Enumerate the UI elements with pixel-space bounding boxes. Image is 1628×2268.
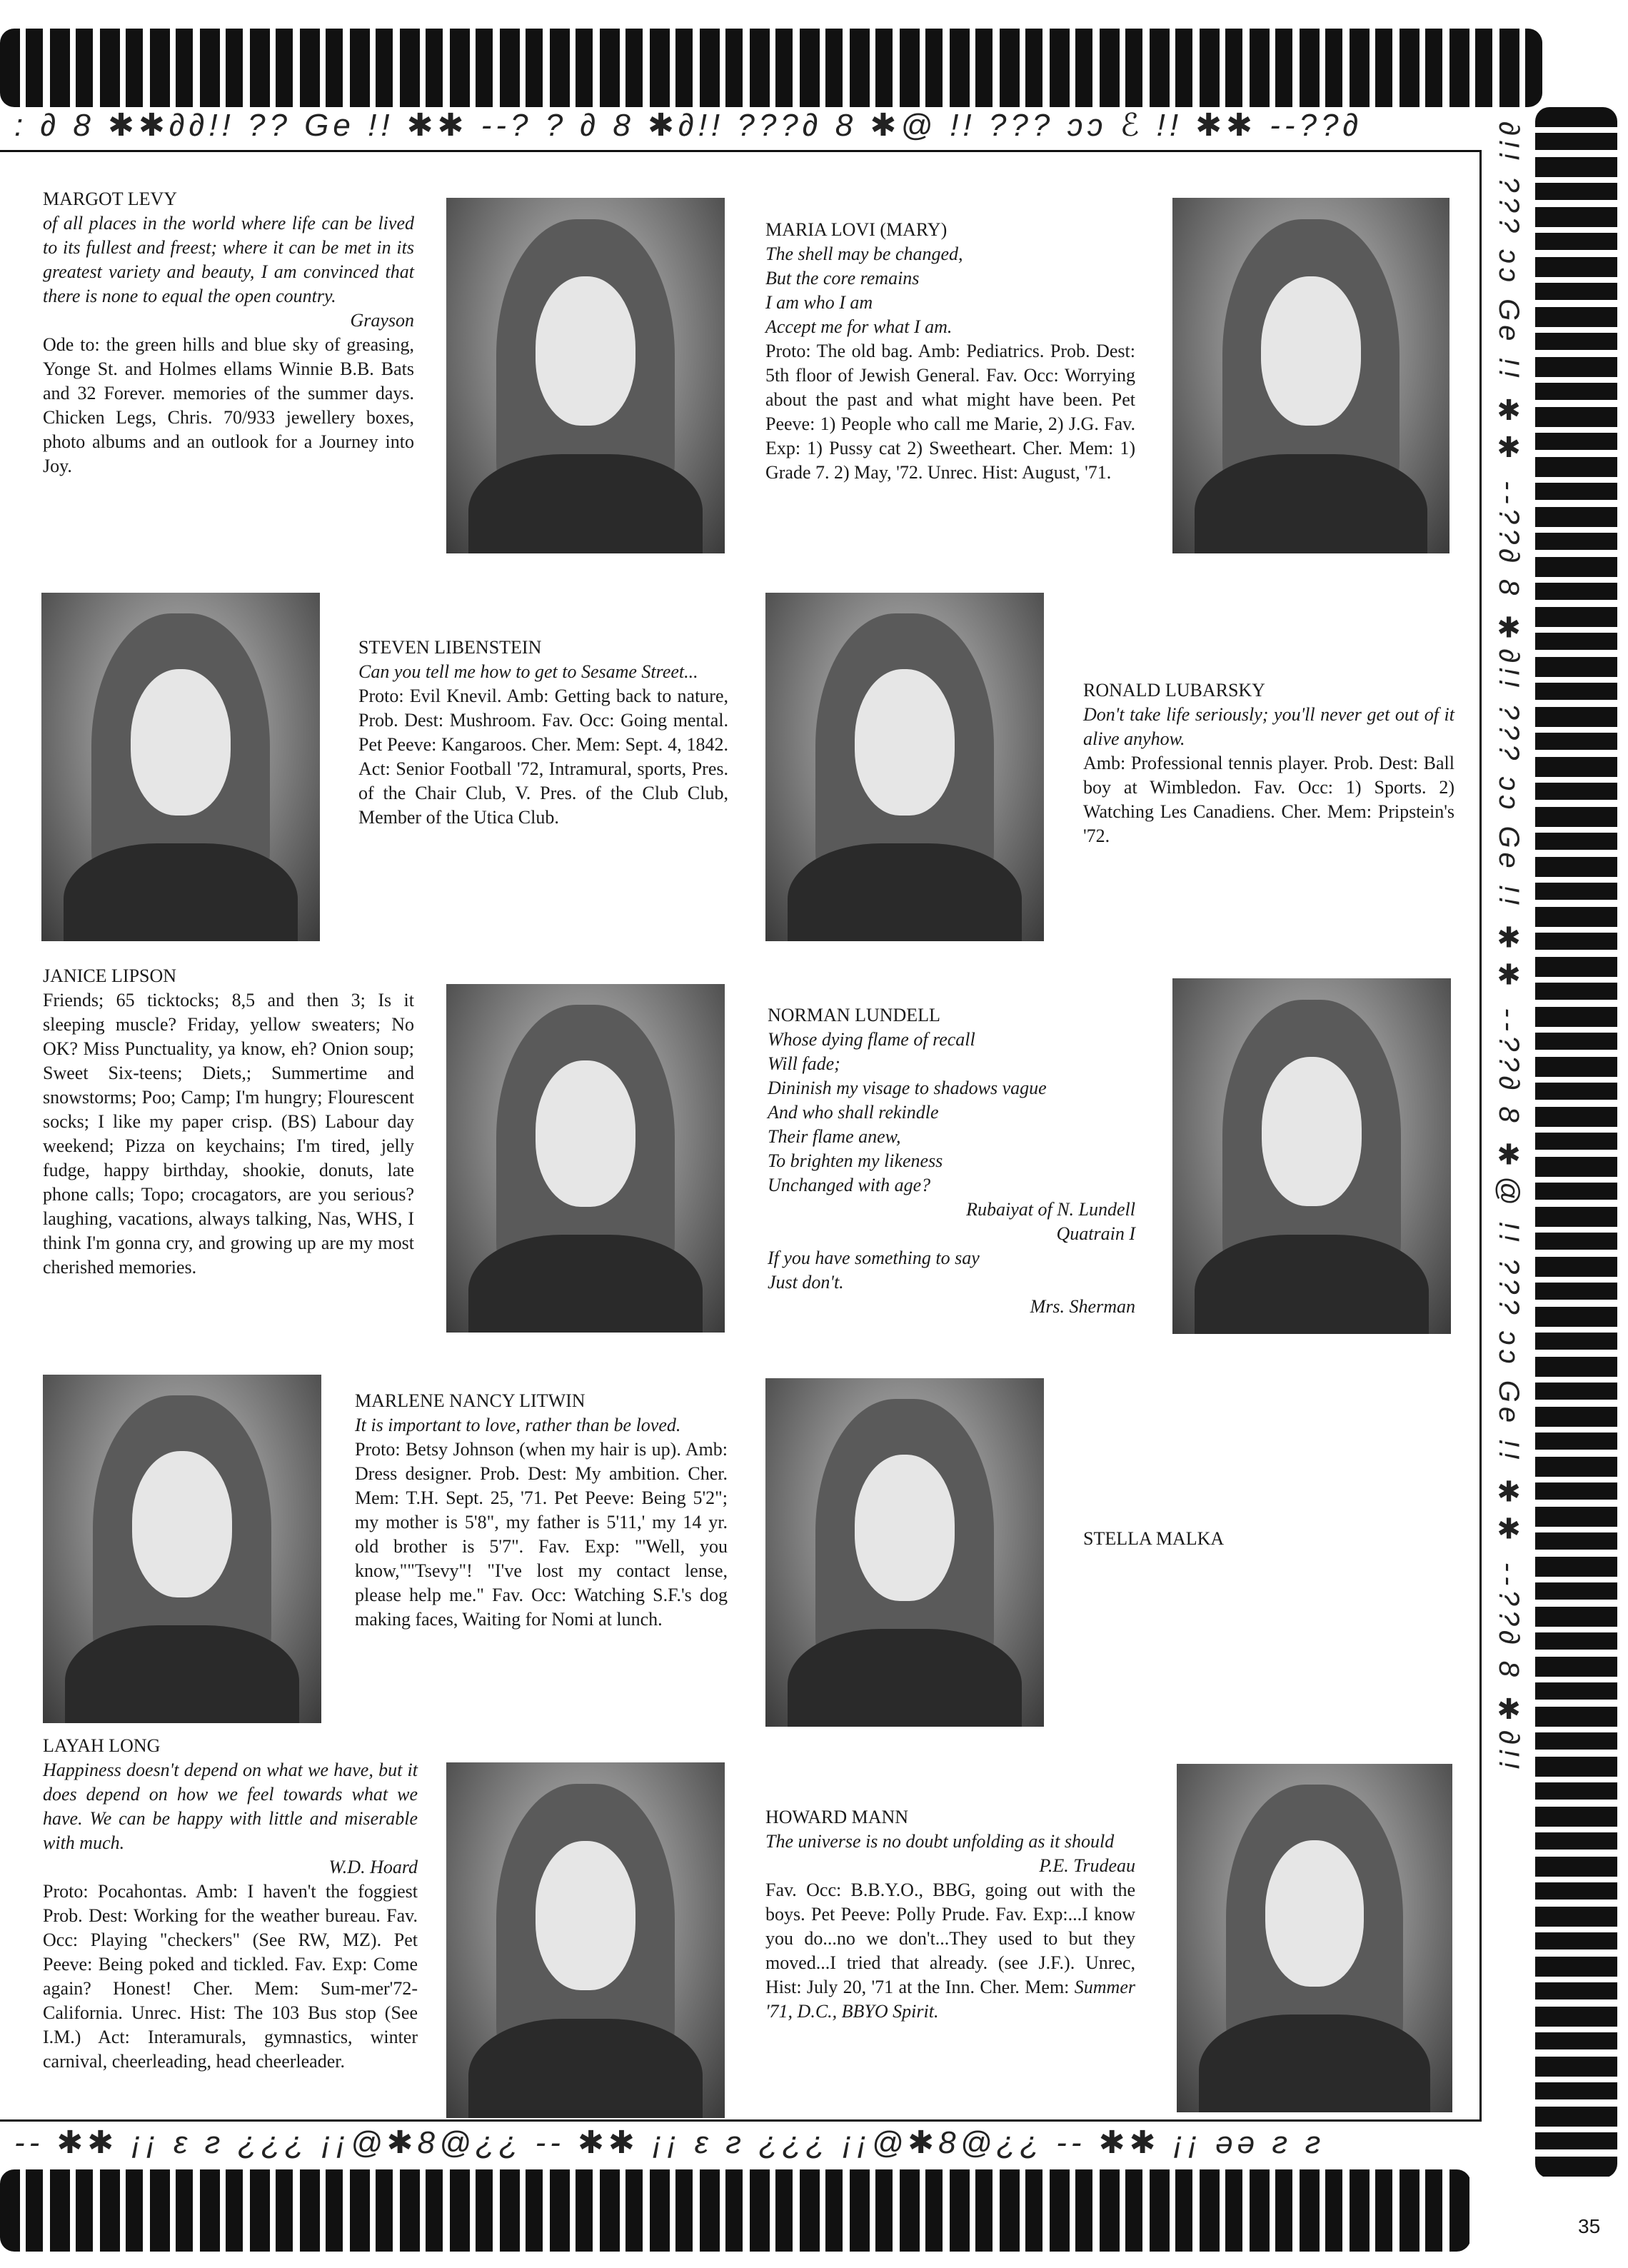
quote-attribution: P.E. Trudeau	[1039, 1855, 1135, 1876]
quote-line: To brighten my likeness	[768, 1150, 943, 1171]
quote-attribution: Rubaiyat of N. Lundell	[966, 1199, 1135, 1220]
student-name: MARGOT LEVY	[43, 189, 178, 209]
student-bio-italic: Summer '71, D.C., BBYO Spirit.	[765, 1977, 1135, 2022]
student-quote: of all places in the world where life can be lived to its fullest and freest; where it can be met in its greatest variety and beauty, I am convinced that there is none to equal the open country.	[43, 213, 414, 306]
student-name: MARLENE NANCY LITWIN	[355, 1390, 586, 1411]
student-name: HOWARD MANN	[765, 1807, 909, 1827]
student-bio: Ode to: the green hills and blue sky of greasing, Yonge St. and Holmes ellams Winnie B.B. Bats and 32 Forever. memories of the summer days. Chicken Legs, Chris. 70/933 jewellery boxes, photo albums and an outlook for a Journey into Joy.	[43, 334, 414, 476]
quote-line: Accept me for what I am.	[765, 316, 953, 337]
quote-line: But the core remains	[765, 268, 920, 288]
portrait-marlene-litwin	[43, 1375, 321, 1723]
student-bio: Proto: Pocahontas. Amb: I haven't the foggiest Prob. Dest: Working for the weather bureau. Fav. Occ: Playing "checkers" (See RW, MZ). Pet Peeve: Being poked and tickled. Fav. Exp: Come again? Honest! Cher. Mem: Sum-mer'72-California. Unrec. Hist: The 103 Bus stop (See I.M.) Act: Interamurals, gymnastics, winter carnival, cheerleading, head cheerleader.	[43, 1881, 418, 2072]
frame-line-bottom	[0, 2119, 1482, 2122]
bottom-decorative-border	[0, 2169, 1471, 2252]
student-bio: Friends; 65 ticktocks; 8,5 and then 3; Is it sleeping muscle? Friday, yellow sweaters; No OK? Miss Punctuality, ya know, eh? Onion soup; Sweet Six-teens; Diets,; Summertime and snowstorms; Poo; Camp; I'm hungry; Flourescent socks; I like my paper crisp. (BS) Labour day weekend; Pizza on keychains; I'm tired, jelly fudge, happy birthday, shookie, donuts, late phone calls; Topo; crocagators, are you serious? laughing, vacations, always talking, Nas, WHS, I think I'm gonna cry, and growing up are my most cherished memories.	[43, 990, 414, 1278]
quote-line: I am who I am	[765, 292, 873, 313]
quote-attribution: Grayson	[350, 310, 414, 331]
student-bio: Amb: Professional tennis player. Prob. Dest: Ball boy at Wimbledon. Fav. Occ: 1) Sports. 2) Watching Les Canadiens. Cher. Mem: Pripstein's '72.	[1083, 753, 1454, 846]
portrait-stella-malka	[765, 1378, 1044, 1727]
quote-attribution: Quatrain I	[1056, 1223, 1135, 1244]
quote-line: Will fade;	[768, 1053, 840, 1074]
student-name: RONALD LUBARSKY	[1083, 680, 1265, 701]
quote-line: Dininish my visage to shadows vague	[768, 1078, 1047, 1098]
portrait-janice-lipson	[446, 984, 725, 1333]
quote-line: The shell may be changed,	[765, 244, 963, 264]
quote-attribution: W.D. Hoard	[328, 1857, 418, 1877]
quote-line: Just don't.	[768, 1272, 844, 1293]
quote-line: And who shall rekindle	[768, 1102, 939, 1123]
right-doodle-text: ∂!! ??? ɔɔ Ge !! ✱✱ --??∂ 8 ✱∂!! ??? ɔɔ Ge !! ✱✱ --??∂ 8 ✱@ !! ??? ɔɔ Ge !! ✱✱ --??∂ 8 ✱∂!!	[1493, 121, 1524, 1774]
quote-line: Unchanged with age?	[768, 1175, 931, 1195]
student-quote: It is important to love, rather than be loved.	[355, 1415, 681, 1435]
student-name: JANICE LIPSON	[43, 965, 177, 986]
bio-maria-lovi	[765, 218, 1135, 485]
student-quote: The universe is no doubt unfolding as it should	[765, 1831, 1115, 1852]
bio-marlene-litwin	[355, 1389, 728, 1632]
quote-attribution: Mrs. Sherman	[1030, 1296, 1135, 1317]
quote-line: Their flame anew,	[768, 1126, 901, 1147]
student-name: NORMAN LUNDELL	[768, 1005, 940, 1025]
student-bio: Proto: The old bag. Amb: Pediatrics. Prob. Dest: 5th floor of Jewish General. Fav. Occ: Worrying about the past and what might have been. Pet Peeve: 1) People who call me Marie, 2) J.G. Fav. Exp: 1) Pussy cat 2) Sweetheart. Cher. Mem: 1) Grade 7. 2) May, '72. Unrec. Hist: August, '71.	[765, 341, 1135, 483]
bio-janice-lipson	[43, 964, 414, 1280]
top-decorative-border	[0, 29, 1542, 107]
student-name: MARIA LOVI (MARY)	[765, 219, 948, 240]
top-doodle-text: : ∂ 8 ✱✱∂∂!! ?? Ge !! ✱✱ --? ? ∂ 8 ✱∂!! ???∂ 8 ✱@ !! ??? ɔɔ ℰ !! ✱✱ --??∂	[14, 108, 1363, 143]
bio-ronald-lubarsky	[1083, 678, 1454, 848]
student-quote: Happiness doesn't depend on what we have, but it does depend on how we feel towards what we have. We can be happy with little and miserable with much.	[43, 1760, 418, 1853]
student-name: LAYAH LONG	[43, 1735, 161, 1756]
portrait-norman-lundell	[1172, 978, 1451, 1334]
portrait-steven-libenstein	[41, 593, 320, 941]
bio-margot-levy	[43, 187, 414, 478]
portrait-ronald-lubarsky	[765, 593, 1044, 941]
page-number: 35	[1578, 2215, 1601, 2237]
student-quote: Don't take life seriously; you'll never get out of it alive anyhow.	[1083, 704, 1454, 749]
portrait-maria-lovi	[1172, 198, 1449, 553]
bio-norman-lundell	[768, 1003, 1135, 1319]
student-quote: Can you tell me how to get to Sesame Street...	[358, 661, 698, 682]
student-name: STELLA MALKA	[1083, 1528, 1225, 1549]
quote-line: Whose dying flame of recall	[768, 1029, 975, 1050]
portrait-layah-long	[446, 1762, 725, 2118]
student-bio: Proto: Betsy Johnson (when my hair is up). Amb: Dress designer. Prob. Dest: My ambition. Cher. Mem: T.H. Sept. 25, '71. Pet Peeve: Being 5'2"; my mother is 5'8", my father is 5'11,' my 14 yr. old brother is 5'7". Fav. Exp: "'Well, you know,""Tsevy"! "I've lost my contact lense, please help me." Fav. Occ: Watching S.F.'s dog making faces, Waiting for Nomi at lunch.	[355, 1439, 728, 1630]
student-name: STEVEN LIBENSTEIN	[358, 637, 542, 658]
right-decorative-border	[1535, 107, 1617, 2178]
student-bio: Fav. Occ: B.B.Y.O., BBG, going out with the boys. Pet Peeve: Polly Prude. Fav. Exp:...I know you do...no we don't...They used to but they moved...I tried that already. (see J.F.). Unrec, Hist: July 20, '71 at the Inn. Cher. Mem:	[765, 1880, 1135, 1997]
frame-line-right	[1479, 150, 1482, 2121]
portrait-howard-mann	[1177, 1764, 1452, 2112]
bio-howard-mann	[765, 1805, 1135, 2024]
bio-steven-libenstein	[358, 636, 728, 830]
quote-line: If you have something to say	[768, 1248, 980, 1268]
frame-line-top	[0, 150, 1482, 152]
bio-layah-long	[43, 1734, 418, 2074]
student-bio: Proto: Evil Knevil. Amb: Getting back to nature, Prob. Dest: Mushroom. Fav. Occ: Going mental. Pet Peeve: Kangaroos. Cher. Mem: Sept. 4, 1842. Act: Senior Football '72, Intramural, sports, Pres. of the Chair Club, V. Pres. of the Club Club, Member of the Utica Club.	[358, 686, 728, 828]
bottom-doodle-text: -- ✱✱ ¡¡ ɛ ƨ ¿¿¿ ¡¡@✱8@¿¿ -- ✱✱ ¡¡ ɛ ƨ ¿¿¿ ¡¡@✱8@¿¿ -- ✱✱ ¡¡ əə ƨ ƨ	[14, 2125, 1325, 2160]
bio-stella-malka	[1083, 1527, 1454, 1551]
portrait-margot-levy	[446, 198, 725, 553]
